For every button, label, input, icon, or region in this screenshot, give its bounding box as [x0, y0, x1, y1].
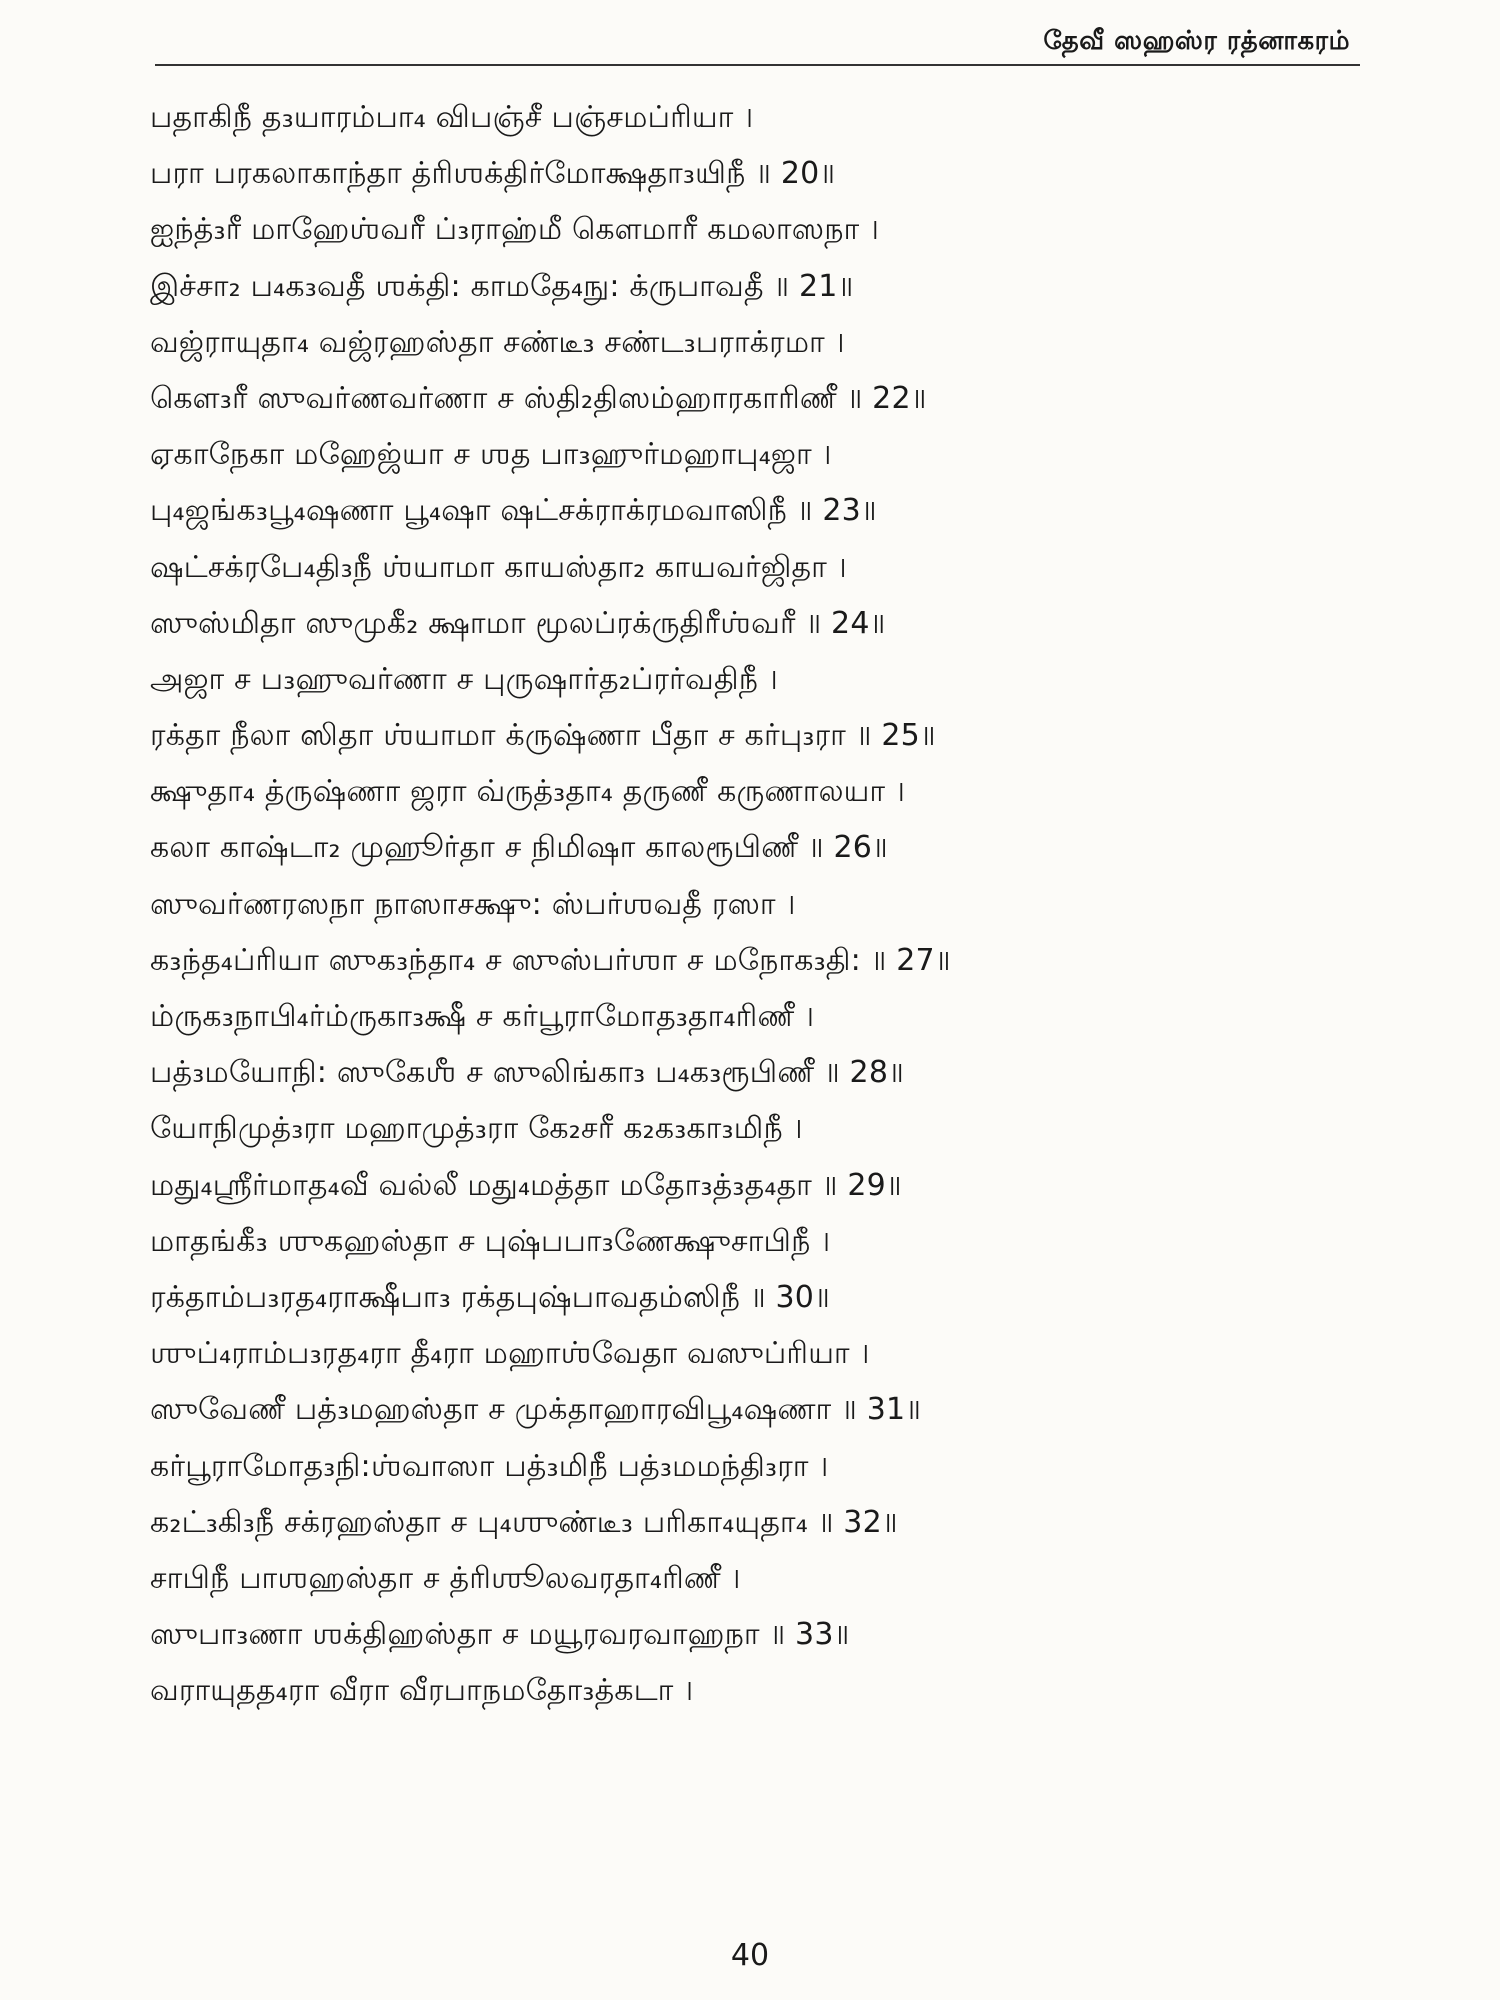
verse-line: ஸுவேணீ பத்₃மஹஸ்தா ச முக்தாஹாரவிபூ₄ஷணா ॥ 31॥: [150, 1392, 922, 1428]
running-header: [155, 22, 1360, 66]
verse-line: க₃ந்த₄ப்ரியா ஸுக₃ந்தா₄ ச ஸுஸ்பர்ஶா ச மநோக₃தி: ॥ 27॥: [150, 942, 951, 978]
verse-line: ரக்தா நீலா ஸிதா ஶ்யாமா க்ருஷ்ணா பீதா ச கர்பு₃ரா ॥ 25॥: [150, 718, 936, 754]
verse-line: வஜ்ராயுதா₄ வஜ்ரஹஸ்தா சண்டீ₃ சண்ட₃பராக்ரமா ।: [150, 324, 845, 360]
verse-line: இச்சா₂ ப₄க₃வதீ ஶக்தி: காமதே₄நு: க்ருபாவதீ ॥ 21॥: [150, 268, 854, 304]
verse-line: ஷட்சக்ரபே₄தி₃நீ ஶ்யாமா காயஸ்தா₂ காயவர்ஜிதா ।: [150, 549, 847, 585]
verse-line: கர்பூராமோத₃நி:ஶ்வாஸா பத்₃மிநீ பத்₃மமந்தி₃ரா ।: [150, 1448, 829, 1484]
verse-line: க்ஷுதா₄ த்ருஷ்ணா ஜரா வ்ருத்₃தா₄ தருணீ கருணாலயா ।: [150, 774, 906, 810]
verse-line: பரா பரகலாகாந்தா த்ரிஶக்திர்மோக்ஷதா₃யிநீ ॥ 20॥: [150, 156, 836, 192]
verse-line: ஐந்த்₃ரீ மாஹேஶ்வரீ ப்₃ராஹ்மீ கௌமாரீ கமலாஸநா ।: [150, 212, 880, 248]
verse-line: ரக்தாம்ப₃ரத₄ராக்ஷீபா₃ ரக்தபுஷ்பாவதம்ஸிநீ ॥ 30॥: [150, 1279, 830, 1315]
header-title: தேவீ ஸஹஸ்ர ரத்னாகரம்: [1043, 26, 1350, 56]
verse-line: ஸுபா₃ணா ஶக்திஹஸ்தா ச மயூரவரவாஹநா ॥ 33॥: [150, 1617, 850, 1653]
verse-line: மது₄ஶ்ரீர்மாத₄வீ வல்லீ மது₄மத்தா மதோ₃த்₃த₄தா ॥ 29॥: [150, 1167, 902, 1203]
verse-line: கௌ₃ரீ ஸுவர்ணவர்ணா ச ஸ்தி₂திஸம்ஹாரகாரிணீ ॥ 22॥: [150, 380, 927, 416]
verse-line: ஶுப்₄ராம்ப₃ரத₄ரா தீ₄ரா மஹாஶ்வேதா வஸுப்ரியா ।: [150, 1336, 870, 1372]
verse-line: ம்ருக₃நாபி₄ர்ம்ருகா₃க்ஷீ ச கர்பூராமோத₃தா₄ரிணீ ।: [150, 999, 815, 1034]
verse-line: மாதங்கீ₃ ஶுகஹஸ்தா ச புஷ்பபா₃ணேக்ஷுசாபிநீ ।: [150, 1223, 831, 1259]
verse-line: பதாகிநீ த₃யாரம்பா₄ விபஞ்சீ பஞ்சமப்ரியா ।: [150, 100, 754, 135]
page-number: 40: [730, 1938, 770, 1973]
verse-line: யோநிமுத்₃ரா மஹாமுத்₃ரா கே₂சரீ க₂க₃கா₃மிநீ ।: [150, 1111, 803, 1147]
verse-line: கலா காஷ்டா₂ முஹூர்தா ச நிமிஷா காலரூபிணீ ॥ 26॥: [150, 830, 888, 866]
verse-line: அஜா ச ப₃ஹுவர்ணா ச புருஷார்த₂ப்ரர்வதிநீ ।: [150, 661, 778, 697]
verse-line: ஸுஸ்மிதா ஸுமுகீ₂ க்ஷாமா மூலப்ரக்ருதிரீஶ்வரீ ॥ 24॥: [150, 605, 886, 641]
verse-line: பத்₃மயோநி: ஸுகேஶீ ச ஸுலிங்கா₃ ப₄க₃ரூபிணீ ॥ 28॥: [150, 1055, 904, 1091]
verse-line: க₂ட்₃கி₃நீ சக்ரஹஸ்தா ச பு₄ஶுண்டீ₃ பரிகா₄யுதா₄ ॥ 32॥: [150, 1504, 898, 1540]
verse-line: சாபிநீ பாஶஹஸ்தா ச த்ரிஶூலவரதா₄ரிணீ ।: [150, 1560, 741, 1596]
verse-line: பு₄ஜங்க₃பூ₄ஷணா பூ₄ஷா ஷட்சக்ராக்ரமவாஸிநீ ॥ 23॥: [150, 493, 877, 529]
verse-body: [150, 90, 1370, 1719]
verse-line: ஸுவர்ணரஸநா நாஸாசக்ஷு: ஸ்பர்ஶவதீ ரஸா ।: [150, 886, 796, 922]
verse-line: ஏகாநேகா மஹேஜ்யா ச ஶத பா₃ஹுர்மஹாபு₄ஜா ।: [150, 437, 832, 473]
verse-line: வராயுதத₄ரா வீரா வீரபாநமதோ₃த்கடா ।: [150, 1673, 694, 1709]
